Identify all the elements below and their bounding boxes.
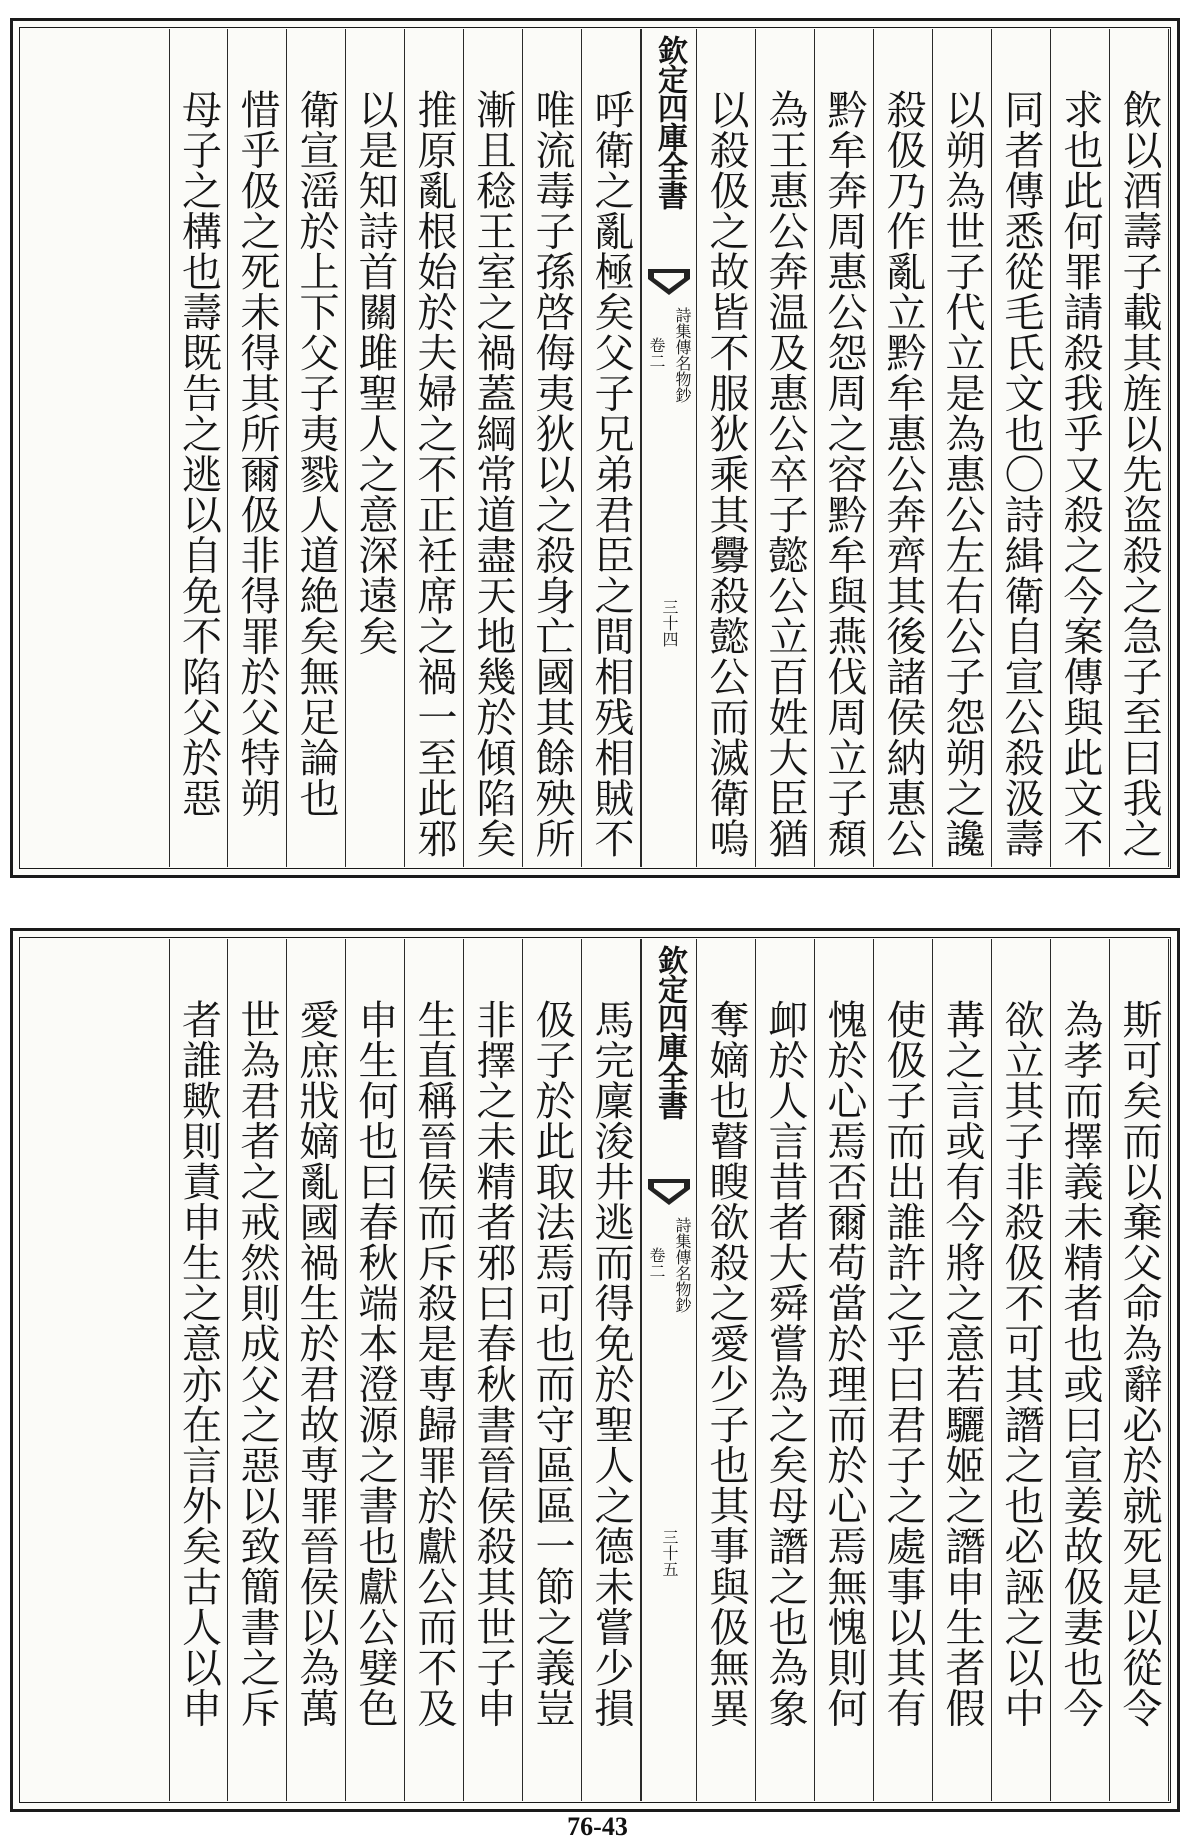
- fishtail-mark-icon: [648, 269, 690, 295]
- text-column: [874, 939, 933, 1801]
- center-fold-column: [641, 29, 697, 867]
- page-panel-bottom: [10, 928, 1180, 1812]
- column-text: 以是知詩首關雎聖人之意深遠矣: [352, 89, 398, 656]
- column-text: 求也此何罪請殺我乎又殺之今案傳與此文不: [1057, 89, 1103, 859]
- column-text: 奪嫡也瞽瞍欲殺之愛少子也其事與伋無異: [703, 999, 749, 1728]
- column-text: 衛宣滛於上下父子夷戮人道絶矣無足論也: [293, 89, 339, 818]
- text-column: [287, 939, 346, 1801]
- column-text: 冓之言或有今將之意若驪姬之譖申生者假: [939, 999, 985, 1728]
- column-text: 推原亂根始於夫婦之不正衽席之禍一至此邪: [411, 89, 457, 859]
- column-text: 以殺伋之故皆不服狄乘其釁殺懿公而滅衛嗚: [703, 89, 749, 859]
- column-text: 使伋子而出誰許之乎曰君子之處事以其有: [880, 999, 926, 1728]
- text-column: [815, 29, 874, 867]
- column-text: 愛庶戕嫡亂國禍生於君故専罪晉侯以為萬: [293, 999, 339, 1728]
- text-column: [464, 939, 523, 1801]
- column-text: 馬完廩浚井逃而得免於聖人之德未嘗少損: [588, 999, 634, 1728]
- text-column: [992, 29, 1051, 867]
- column-text: 呼衛之亂極矣父子兄弟君臣之間相残相賊不: [588, 89, 634, 859]
- column-text: 斯可矣而以棄父命為辭必於就死是以從令: [1116, 999, 1162, 1728]
- text-column: [1051, 939, 1110, 1801]
- text-column: [405, 29, 464, 867]
- column-text: 殺伋乃作亂立黔牟惠公奔齊其後諸侯納惠公: [880, 89, 926, 859]
- column-text: 欲立其子非殺伋不可其譖之也必誣之以中: [998, 999, 1044, 1728]
- column-text: 世為君者之戒然則成父之惡以致簡書之斥: [234, 999, 280, 1728]
- text-column: [697, 939, 756, 1801]
- text-column: [287, 29, 346, 867]
- column-text: 唯流毒子孫啓侮夷狄以之殺身亡國其餘殃所: [529, 89, 575, 859]
- text-column: [992, 939, 1051, 1801]
- page-reference: 76-43: [567, 1812, 628, 1841]
- text-column: [228, 29, 287, 867]
- fishtail-mark-icon: [648, 1179, 690, 1205]
- text-column: [1110, 939, 1169, 1801]
- text-column: [697, 29, 756, 867]
- volume-label: 卷二: [647, 1247, 666, 1279]
- text-column: [815, 939, 874, 1801]
- book-title: 詩集傳名物鈔: [673, 1217, 692, 1313]
- column-text: 非擇之未精者邪曰春秋書晉侯殺其世子申: [470, 999, 516, 1728]
- text-column: [346, 29, 405, 867]
- text-column: [228, 939, 287, 1801]
- text-column: [169, 939, 228, 1801]
- page-number: 三十五: [660, 1529, 679, 1577]
- volume-label: 卷二: [647, 337, 666, 369]
- text-column: [1110, 29, 1169, 867]
- text-column: [169, 29, 228, 867]
- book-collection-title: 欽定四庫全書: [652, 945, 687, 1119]
- text-column: [756, 939, 815, 1801]
- book-collection-title: 欽定四庫全書: [652, 35, 687, 209]
- column-text: 飲以酒壽子載其旌以先盗殺之急子至曰我之: [1116, 89, 1162, 859]
- column-text: 為王惠公奔温及惠公卒子懿公立百姓大臣猶: [762, 89, 808, 859]
- text-column: [523, 939, 582, 1801]
- center-fold-column: [641, 939, 697, 1801]
- column-text: 以朔為世子代立是為惠公左右公子怨朔之讒: [939, 89, 985, 859]
- text-column: [933, 29, 992, 867]
- column-text: 母子之構也壽既告之逃以自免不陷父於惡: [175, 89, 222, 818]
- column-text: 漸且稔王室之禍蓋綱常道盡天地幾於傾陷矣: [470, 89, 516, 859]
- text-column: [933, 939, 992, 1801]
- column-text: 為孝而擇義未精者也或曰宣姜故伋妻也今: [1057, 999, 1103, 1728]
- column-text: 同者傳悉從毛氏文也〇詩緝衛自宣公殺汲壽: [998, 89, 1044, 859]
- column-text: 生直稱晉侯而斥殺是専歸罪於獻公而不及: [411, 999, 457, 1728]
- book-title: 詩集傳名物鈔: [673, 307, 692, 403]
- text-column: [523, 29, 582, 867]
- column-text: 伋子於此取法焉可也而守區區一節之義豈: [529, 999, 575, 1728]
- text-column: [346, 939, 405, 1801]
- page-panel-top: [10, 18, 1180, 878]
- column-text: 申生何也曰春秋端本澄源之書也獻公嬖色: [352, 999, 398, 1728]
- page-number: 三十四: [660, 599, 679, 647]
- column-text: 惜乎伋之死未得其所爾伋非得罪於父特朔: [234, 89, 280, 818]
- text-column: [405, 939, 464, 1801]
- column-text: 黔牟奔周惠公怨周之容黔牟與燕伐周立子頹: [821, 89, 867, 859]
- column-text: 愧於心焉否爾苟當於理而於心焉無愧則何: [821, 999, 867, 1728]
- text-column: [464, 29, 523, 867]
- column-text: 卹於人言昔者大舜嘗為之矣母譖之也為象: [762, 999, 808, 1728]
- text-column: [874, 29, 933, 867]
- text-column: [756, 29, 815, 867]
- column-text: 者誰歟則責申生之意亦在言外矣古人以申: [175, 999, 222, 1728]
- text-column: [582, 29, 641, 867]
- text-column: [1051, 29, 1110, 867]
- text-column: [582, 939, 641, 1801]
